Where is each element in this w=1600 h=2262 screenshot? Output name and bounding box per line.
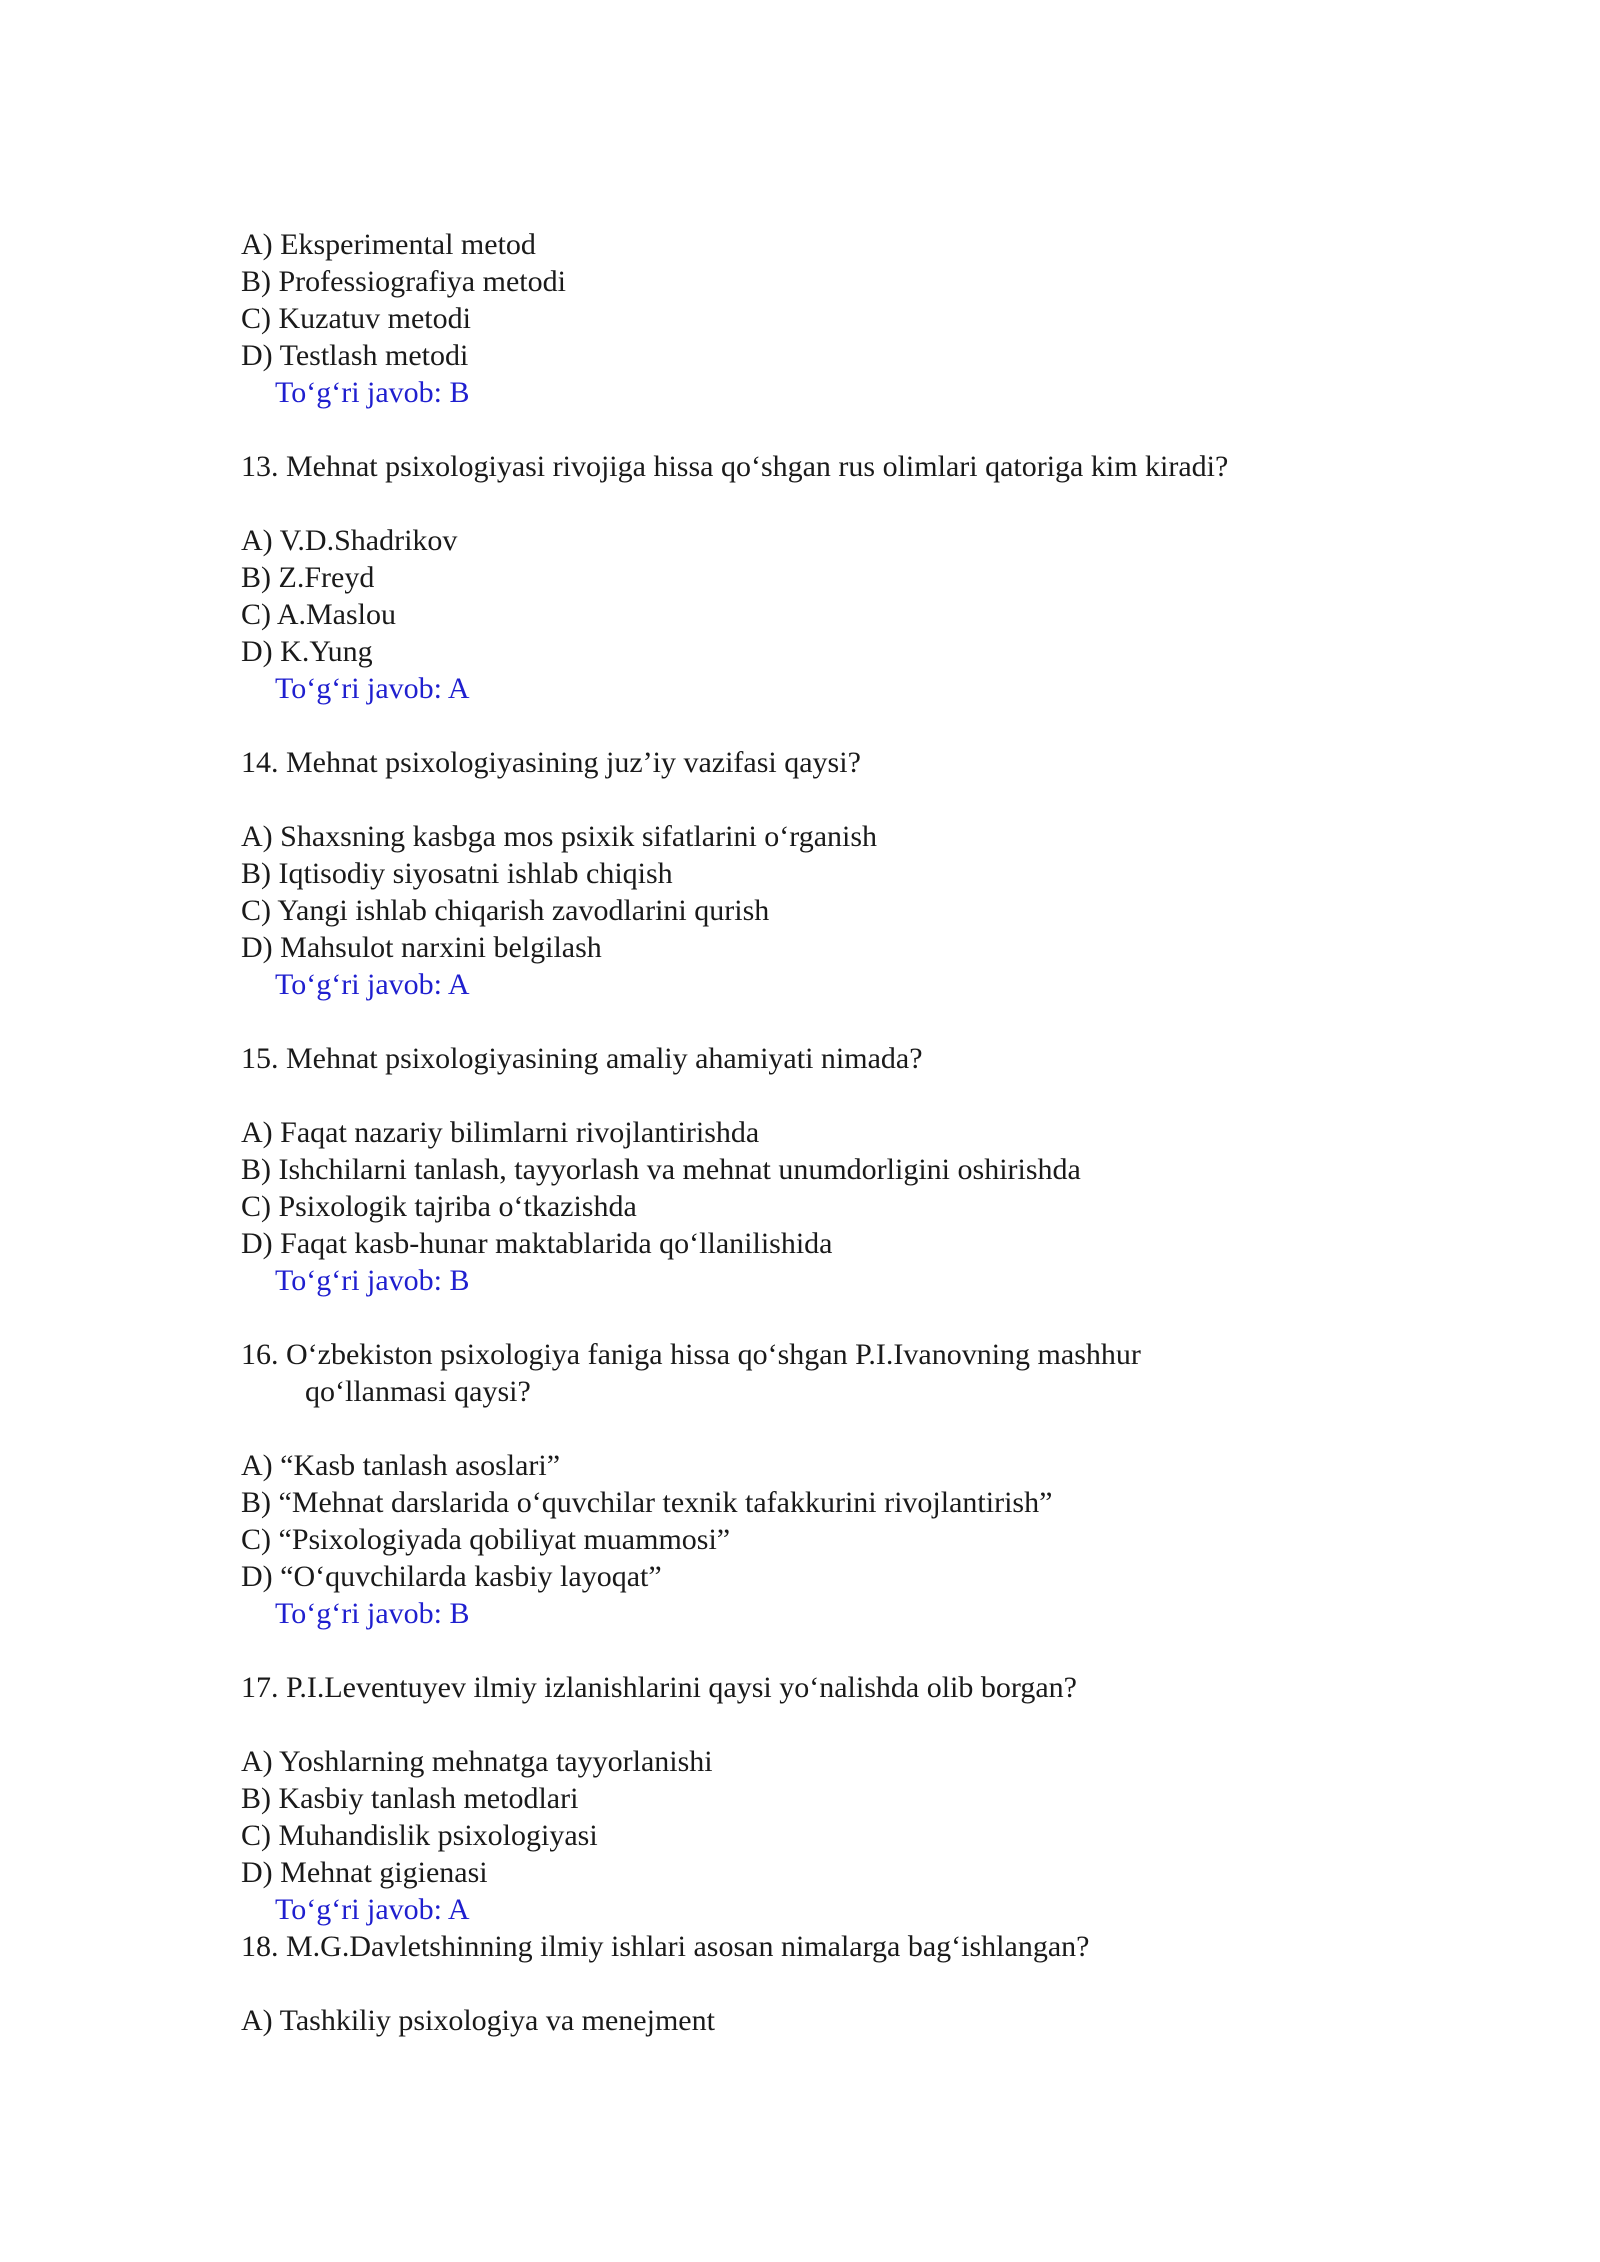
answer-option: B) Ishchilarni tanlash, tayyorlash va mehnat unumdorligini oshirishda	[241, 1153, 1081, 1186]
answer-option: D) Testlash metodi	[241, 339, 469, 372]
answer-option: C) A.Maslou	[241, 598, 397, 631]
question-block	[241, 1040, 1441, 1299]
question-text: 14. Mehnat psixologiyasining juz’iy vazifasi qaysi?	[241, 746, 861, 779]
answer-option: D) “O‘quvchilarda kasbiy layoqat”	[241, 1560, 662, 1593]
question-text: 18. M.G.Davletshinning ilmiy ishlari asosan nimalarga bag‘ishlangan?	[241, 1930, 1090, 1963]
answer-option: D) Faqat kasb-hunar maktablarida qo‘llanilishida	[241, 1227, 833, 1260]
answer-option: D) Mehnat gigienasi	[241, 1856, 488, 1889]
question-block	[241, 226, 1441, 411]
correct-answer: To‘g‘ri javob: B	[275, 376, 470, 409]
question-text: 17. P.I.Leventuyev ilmiy izlanishlarini qaysi yo‘nalishda olib borgan?	[241, 1671, 1077, 1704]
answer-option: D) Mahsulot narxini belgilash	[241, 931, 602, 964]
answer-option: C) Kuzatuv metodi	[241, 302, 471, 335]
question-text: 13. Mehnat psixologiyasi rivojiga hissa qo‘shgan rus olimlari qatoriga kim kiradi?	[241, 450, 1229, 483]
question-block	[241, 1669, 1441, 1928]
question-block	[241, 744, 1441, 1003]
answer-option: C) Psixologik tajriba o‘tkazishda	[241, 1190, 637, 1223]
answer-option: C) “Psixologiyada qobiliyat muammosi”	[241, 1523, 731, 1556]
answer-option: D) K.Yung	[241, 635, 373, 668]
document-page	[241, 226, 1441, 2039]
correct-answer: To‘g‘ri javob: A	[275, 1893, 470, 1926]
answer-option: B) “Mehnat darslarida o‘quvchilar texnik tafakkurini rivojlantirish”	[241, 1486, 1053, 1519]
answer-option: B) Kasbiy tanlash metodlari	[241, 1782, 579, 1815]
question-block	[241, 1336, 1441, 1632]
question-block	[241, 1928, 1441, 2039]
correct-answer: To‘g‘ri javob: B	[275, 1264, 470, 1297]
correct-answer: To‘g‘ri javob: A	[275, 968, 470, 1001]
question-block	[241, 448, 1441, 707]
question-text: 16. O‘zbekiston psixologiya faniga hissa qo‘shgan P.I.Ivanovning mashhur	[241, 1338, 1141, 1371]
answer-option: B) Professiografiya metodi	[241, 265, 566, 298]
correct-answer: To‘g‘ri javob: A	[275, 672, 470, 705]
correct-answer: To‘g‘ri javob: B	[275, 1597, 470, 1630]
answer-option: A) Eksperimental metod	[241, 228, 536, 261]
answer-option: A) Faqat nazariy bilimlarni rivojlantirishda	[241, 1116, 760, 1149]
answer-option: A) “Kasb tanlash asoslari”	[241, 1449, 561, 1482]
answer-option: C) Muhandislik psixologiyasi	[241, 1819, 598, 1852]
answer-option: B) Z.Freyd	[241, 561, 375, 594]
answer-option: A) V.D.Shadrikov	[241, 524, 458, 557]
question-text: 15. Mehnat psixologiyasining amaliy ahamiyati nimada?	[241, 1042, 923, 1075]
answer-option: A) Shaxsning kasbga mos psixik sifatlarini o‘rganish	[241, 820, 878, 853]
answer-option: A) Tashkiliy psixologiya va menejment	[241, 2004, 715, 2037]
answer-option: B) Iqtisodiy siyosatni ishlab chiqish	[241, 857, 673, 890]
answer-option: A) Yoshlarning mehnatga tayyorlanishi	[241, 1745, 713, 1778]
question-text-continuation: qo‘llanmasi qaysi?	[305, 1375, 531, 1408]
answer-option: C) Yangi ishlab chiqarish zavodlarini qurish	[241, 894, 770, 927]
